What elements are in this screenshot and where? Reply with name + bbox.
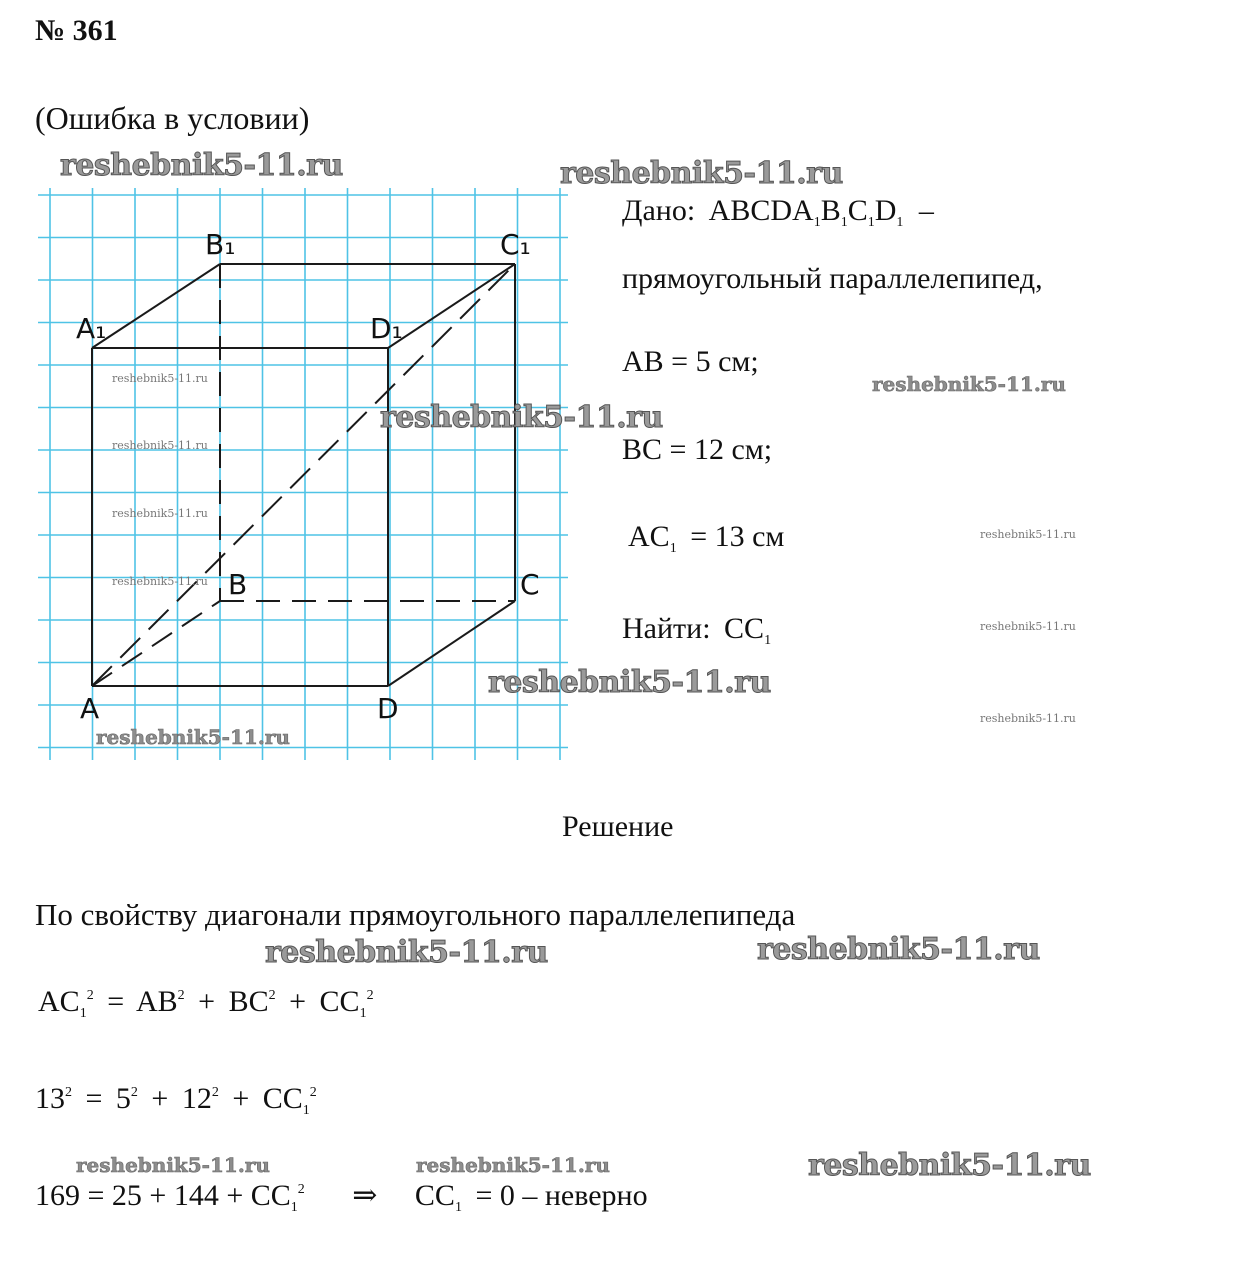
watermark: reshebnik5-11.ru — [757, 932, 1040, 967]
given-label: Дано: — [622, 194, 696, 227]
edge-a1-b1 — [92, 264, 220, 348]
given-dash: – — [918, 194, 934, 227]
equation-2: $13^2 = 5^2 + 12^2 + CC_1^2$ — [35, 1082, 317, 1118]
problem-number: № 361 — [35, 14, 118, 47]
diagonal-a-c1 — [92, 264, 515, 686]
watermark: reshebnik5-11.ru — [980, 712, 1076, 725]
watermark: reshebnik5-11.ru — [488, 665, 771, 700]
solution-intro: По свойству диагонали прямоугольного параллелепипеда — [35, 897, 796, 932]
watermark: reshebnik5-11.ru — [980, 620, 1076, 633]
find-line — [622, 612, 771, 646]
watermark: reshebnik5-11.ru — [60, 148, 343, 183]
watermark: reshebnik5-11.ru — [872, 372, 1066, 396]
watermark: reshebnik5-11.ru — [416, 1153, 610, 1177]
vertex-label-a: A — [80, 692, 100, 725]
given-line-1 — [622, 194, 934, 228]
find-value: $CC_1$ — [724, 612, 772, 648]
vertex-label-b: B — [228, 568, 248, 601]
watermark: reshebnik5-11.ru — [112, 507, 208, 520]
watermark: reshebnik5-11.ru — [560, 156, 843, 191]
problem-note: (Ошибка в условии) — [35, 100, 310, 136]
implies-arrow: ⇒ — [352, 1179, 378, 1212]
solution-heading: Решение — [562, 810, 674, 843]
edge-a-b-hidden — [92, 601, 220, 686]
watermark: reshebnik5-11.ru — [112, 372, 208, 385]
watermark: reshebnik5-11.ru — [112, 439, 208, 452]
given-bc: BC = 12 см; — [622, 433, 773, 466]
watermark: reshebnik5-11.ru — [380, 400, 663, 435]
given-ab: AB = 5 см; — [622, 345, 759, 378]
vertex-label-d: D — [377, 692, 399, 725]
equation-1: $AC_1^2 = AB^2 + BC^2 + CC_1^2$ — [38, 985, 374, 1021]
equation-3: $169 = 25 + 144 + CC_1^2$ ⇒ $CC_1 = 0$ – неверно — [35, 1179, 648, 1215]
watermark: reshebnik5-11.ru — [808, 1148, 1091, 1183]
watermark: reshebnik5-11.ru — [96, 725, 290, 749]
watermark: reshebnik5-11.ru — [980, 528, 1076, 541]
edge-d1-c1 — [388, 264, 515, 348]
vertex-label-c: C — [520, 568, 540, 601]
watermark: reshebnik5-11.ru — [76, 1153, 270, 1177]
watermark: reshebnik5-11.ru — [112, 575, 208, 588]
vertex-label-c1: C₁ — [500, 228, 531, 261]
given-ac1: $AC_1 = 13$ см — [628, 520, 785, 556]
vertex-label-d1: D₁ — [370, 312, 403, 345]
given-line-2: прямоугольный параллелепипед, — [622, 262, 1043, 295]
find-label: Найти: — [622, 612, 711, 645]
given-solid: $ABCDA_1B_1C_1D_1$ — [708, 194, 904, 230]
vertex-label-b1: B₁ — [205, 228, 236, 261]
watermark: reshebnik5-11.ru — [265, 935, 548, 970]
vertex-label-a1: A₁ — [76, 312, 107, 345]
